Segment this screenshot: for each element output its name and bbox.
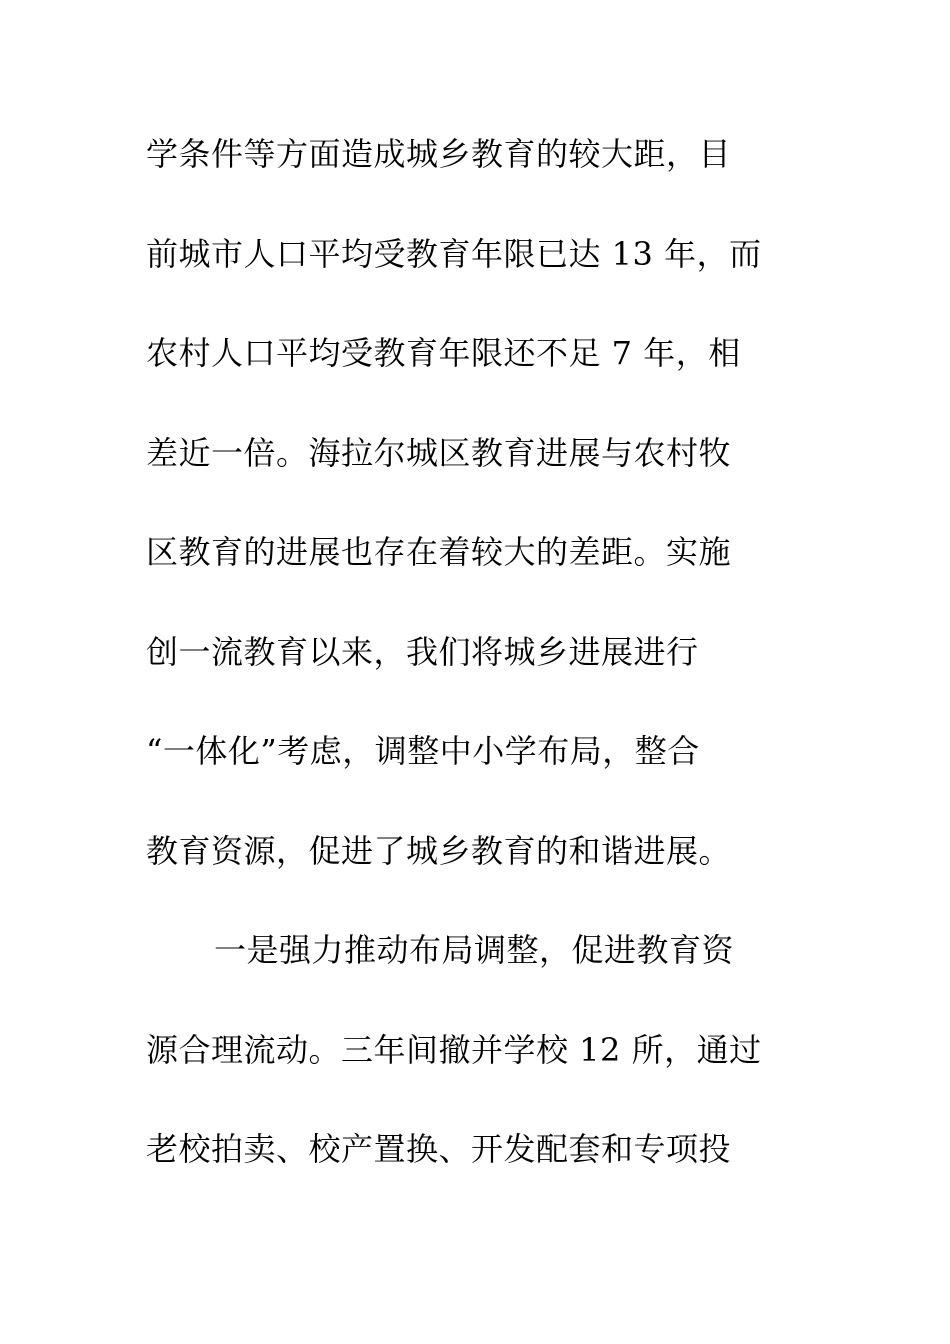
text-line-2: 前城市人口平均受教育年限已达 13 年，而 <box>146 234 762 273</box>
text-line-1: 学条件等方面造成城乡教育的较大距，目 <box>146 135 732 173</box>
text-line-5: 区教育的进展也存在着较大的差距。实施 <box>146 533 732 571</box>
text-line-7: “一体化”考虑，调整中小学布局，整合 <box>146 732 700 770</box>
text-line-3: 农村人口平均受教育年限还不足 7 年，相 <box>146 334 741 372</box>
text-line-9-paragraph-start: 一是强力推动布局调整，促进教育资 <box>214 931 735 969</box>
text-line-8: 教育资源，促进了城乡教育的和谐进展。 <box>146 831 732 870</box>
text-line-11: 老校拍卖、校产置换、开发配套和专项投 <box>146 1130 732 1168</box>
body-text <box>146 128 806 1223</box>
text-line-6: 创一流教育以来，我们将城乡进展进行 <box>146 632 699 671</box>
text-line-10: 源合理流动。三年间撤并学校 12 所，通过 <box>146 1030 762 1069</box>
text-line-4: 差近一倍。海拉尔城区教育进展与农村牧 <box>146 433 732 472</box>
